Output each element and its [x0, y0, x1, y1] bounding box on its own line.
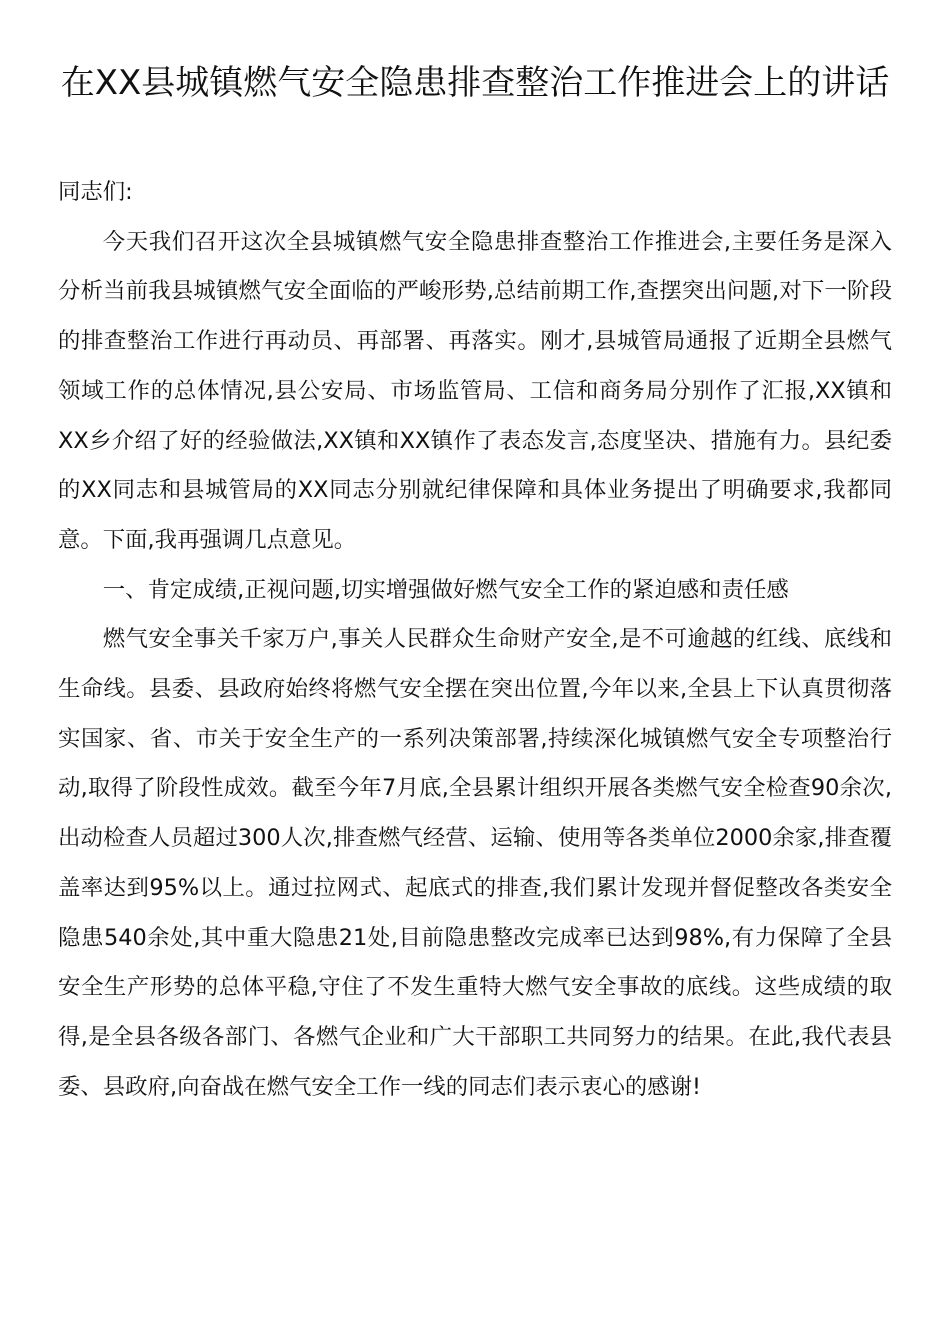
document-title: 在XX县城镇燃气安全隐患排查整治工作推进会上的讲话: [60, 63, 890, 103]
opening-paragraph: 今天我们召开这次全县城镇燃气安全隐患排查整治工作推进会,主要任务是深入分析当前我县城镇燃气安全面临的严峻形势,总结前期工作,查摆突出问题,对下一阶段的排查整治工作进行再动员、再部署、再落实。刚才,县城管局通报了近期全县燃气领域工作的总体情况,县公安局、市场监管局、工信和商务局分别作了汇报,XX镇和XX乡介绍了好的经验做法,XX镇和XX镇作了表态发言,态度坚决、措施有力。县纪委的XX同志和县城管局的XX同志分别就纪律保障和具体业务提出了明确要求,我都同意。下面,我再强调几点意见。: [58, 228, 892, 553]
section-heading: 一、肯定成绩,正视问题,切实增强做好燃气安全工作的紧迫感和责任感: [102, 576, 789, 603]
document-page: [58, 58, 892, 1112]
section-paragraph: 燃气安全事关千家万户,事关人民群众生命财产安全,是不可逾越的红线、底线和生命线。县委、县政府始终将燃气安全摆在突出位置,今年以来,全县上下认真贯彻落实国家、省、市关于安全生产的一系列决策部署,持续深化城镇燃气安全专项整治行动,取得了阶段性成效。截至今年7月底,全县累计组织开展各类燃气安全检查90余次,出动检查人员超过300人次,排查燃气经营、运输、使用等各类单位2000余家,排查覆盖率达到95%以上。通过拉网式、起底式的排查,我们累计发现并督促整改各类安全隐患540余处,其中重大隐患21处,目前隐患整改完成率已达到98%,有力保障了全县安全生产形势的总体平稳,守住了不发生重特大燃气安全事故的底线。这些成绩的取得,是全县各级各部门、各燃气企业和广大干部职工共同努力的结果。在此,我代表县委、县政府,向奋战在燃气安全工作一线的同志们表示衷心的感谢!: [58, 626, 892, 1100]
document-body: [58, 168, 892, 1112]
salutation: 同志们:: [58, 179, 133, 205]
